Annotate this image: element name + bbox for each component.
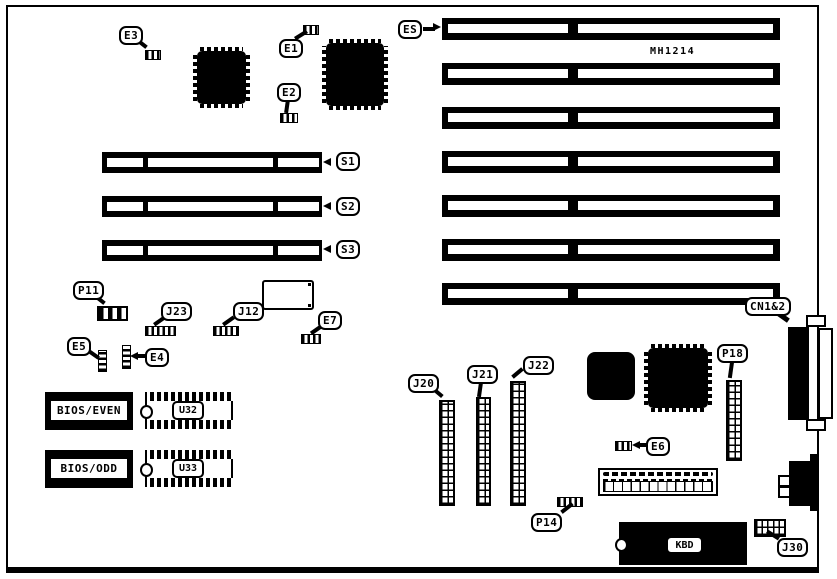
callout-s2-label: S2	[341, 200, 356, 213]
callout-cn1-2	[745, 297, 791, 316]
callout-kbd-label: KBD	[675, 539, 694, 551]
bios-odd-label: BIOS/ODD	[51, 459, 127, 478]
callout-j23	[161, 302, 192, 321]
expansion-slot-7	[442, 283, 780, 305]
callout-e1-label: E1	[284, 42, 299, 55]
callout-cn1-2-label: CN1&2	[750, 300, 786, 313]
callout-es	[398, 20, 422, 39]
chip-notch-icon	[140, 405, 153, 419]
callout-p11-label: P11	[78, 284, 100, 297]
jumper-e3	[145, 50, 161, 60]
corner-mark	[308, 304, 311, 307]
jumper-e6	[615, 441, 632, 451]
chip-body	[197, 51, 246, 104]
board-part-number: MH1214	[650, 46, 696, 57]
header-p18	[726, 380, 742, 461]
terminal-strip	[598, 468, 718, 496]
chip-notch-icon	[615, 538, 628, 552]
callout-e7-label: E7	[323, 314, 338, 327]
terminal-cells-icon	[603, 481, 713, 492]
expansion-slot-3	[442, 107, 780, 129]
callout-e6-label: E6	[651, 440, 666, 453]
jumper-e5	[98, 350, 107, 372]
header-j20	[439, 400, 455, 506]
callout-j12-label: J12	[238, 305, 260, 318]
bios-odd-box	[45, 450, 133, 488]
expansion-slot-4	[442, 151, 780, 173]
arrow-left-icon	[323, 158, 331, 166]
callout-u33	[172, 459, 204, 478]
chip-body	[326, 43, 384, 106]
jumper-e7	[301, 334, 321, 344]
connector-mount-tab	[806, 315, 826, 327]
header-j22	[510, 381, 526, 506]
qfp-chip	[322, 39, 388, 110]
jumper-j23	[145, 326, 176, 336]
chip-pins-icon	[384, 46, 388, 103]
callout-e5-label: E5	[72, 340, 87, 353]
callout-j12	[233, 302, 264, 321]
header-p11	[97, 306, 128, 321]
chip-pins-icon	[708, 351, 712, 405]
callout-j20-label: J20	[413, 377, 435, 390]
din-connector-body	[789, 461, 819, 506]
din-connector-step	[810, 505, 819, 511]
chip-pins-icon	[145, 450, 233, 459]
callout-j20	[408, 374, 439, 393]
corner-mark	[308, 283, 311, 286]
callout-s1-label: S1	[341, 155, 356, 168]
chip-pins-icon	[145, 478, 233, 487]
callout-e4	[145, 348, 169, 367]
callout-s1	[336, 152, 360, 171]
bios-even-label: BIOS/EVEN	[51, 401, 127, 420]
callout-p18	[717, 344, 748, 363]
arrow-left-icon	[323, 245, 331, 253]
callout-j21-label: J21	[472, 368, 494, 381]
chip-pins-icon	[145, 420, 233, 429]
callout-e6	[646, 437, 670, 456]
callout-p14	[531, 513, 562, 532]
terminal-pins-icon	[603, 472, 713, 476]
callout-p18-label: P18	[722, 347, 744, 360]
callout-j30-label: J30	[782, 541, 804, 554]
qfp-chip	[193, 47, 250, 108]
dsub-connector-face	[818, 328, 833, 419]
callout-j23-label: J23	[166, 305, 188, 318]
qfp-chip	[644, 344, 712, 412]
chip-pins-icon	[329, 106, 381, 110]
chip-pins-icon	[651, 408, 705, 412]
bios-even-box	[45, 392, 133, 430]
jumper-j12	[213, 326, 239, 336]
expansion-slot-6	[442, 239, 780, 261]
arrow-right-icon	[433, 23, 441, 31]
callout-u32	[172, 401, 204, 420]
simm-slot-s3	[102, 240, 322, 261]
callout-es-label: ES	[403, 23, 418, 36]
chip-pins-icon	[246, 54, 250, 101]
callout-s3	[336, 240, 360, 259]
connector-pin-tab	[778, 486, 791, 498]
callout-e2	[277, 83, 301, 102]
callout-e1	[279, 39, 303, 58]
header-j21	[476, 397, 491, 506]
simm-slot-s2	[102, 196, 322, 217]
callout-e5	[67, 337, 91, 356]
callout-e2-label: E2	[282, 86, 297, 99]
simm-slot-s1	[102, 152, 322, 173]
connector-mount-tab	[806, 419, 826, 431]
callout-j30	[777, 538, 808, 557]
chip-notch-icon	[140, 463, 153, 477]
component-outline	[262, 280, 314, 310]
callout-p14-label: P14	[536, 516, 558, 529]
callout-s3-label: S3	[341, 243, 356, 256]
jumper-e2	[280, 113, 298, 123]
callout-u33-label: U33	[178, 463, 198, 474]
callout-j22-label: J22	[528, 359, 550, 372]
callout-e7	[318, 311, 342, 330]
callout-u32-label: U32	[178, 405, 198, 416]
arrow-left-icon	[323, 202, 331, 210]
callout-e3-label: E3	[124, 29, 139, 42]
chip-plain	[587, 352, 635, 400]
callout-j21	[467, 365, 498, 384]
callout-e4-label: E4	[150, 351, 165, 364]
callout-s2	[336, 197, 360, 216]
expansion-slot-2	[442, 63, 780, 85]
expansion-slot-1	[442, 18, 780, 40]
chip-body	[648, 348, 708, 408]
chip-pins-icon	[145, 392, 233, 401]
callout-p11	[73, 281, 104, 300]
expansion-slot-5	[442, 195, 780, 217]
dsub-connector-body	[788, 327, 809, 420]
callout-j22	[523, 356, 554, 375]
callout-kbd	[666, 536, 703, 554]
chip-pins-icon	[200, 104, 243, 108]
callout-e3	[119, 26, 143, 45]
